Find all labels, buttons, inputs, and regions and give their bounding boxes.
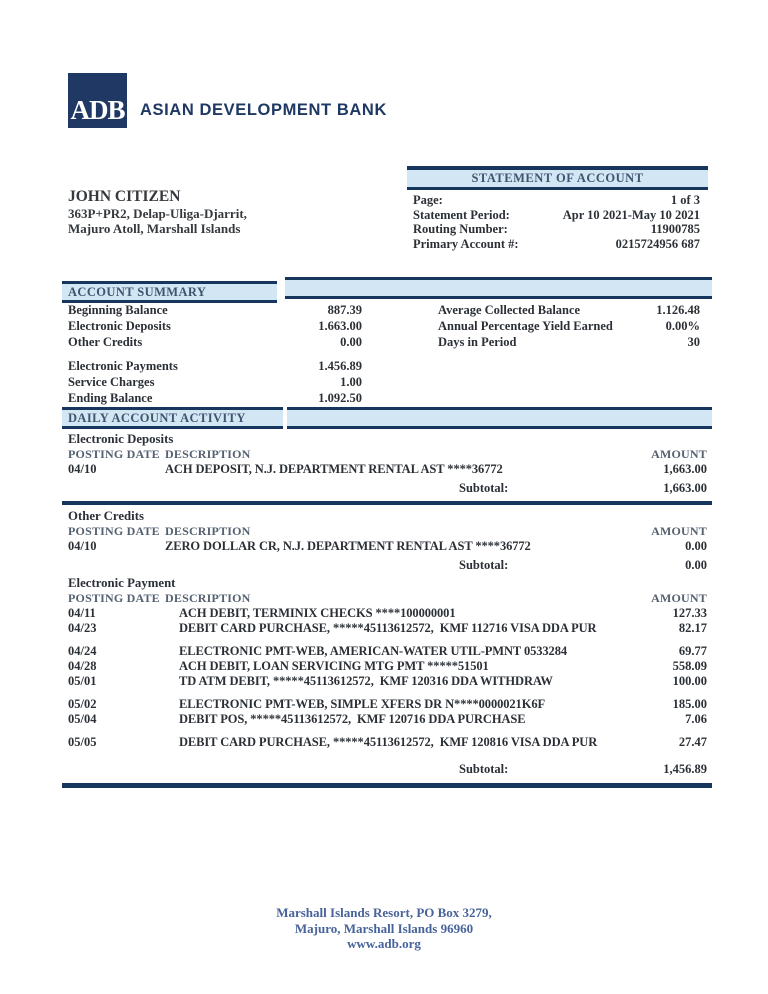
transaction-row [62,462,712,477]
summary-label: Ending Balance [68,391,153,405]
daily-activity-header-right-cell [287,407,712,429]
summary-row-apy-earned [438,319,700,335]
transaction-group-spacer [62,689,712,697]
statement-footer [0,905,768,952]
adb-logo-text: ADB [70,95,125,125]
footer-address-line1: Marshall Islands Resort, PO Box 3279, [276,905,492,920]
section-divider [62,501,712,505]
transaction-date: 05/01 [68,674,97,688]
section-title: Other Credits [68,509,144,523]
statement-box-header [407,166,708,190]
statement-row-label: Routing Number: [413,222,508,236]
footer-website: www.adb.org [347,936,421,951]
column-posting-date: POSTING DATE [68,447,160,461]
statement-row-label: Page: [413,193,443,207]
summary-row-beginning-balance [62,303,362,319]
transaction-description: ELECTRONIC PMT-WEB, AMERICAN-WATER UTIL-PMNT 0533284 [179,644,568,658]
subtotal-row [62,554,712,576]
transaction-group-spacer [62,727,712,735]
section-title: Electronic Payment [68,576,176,590]
transaction-row [62,735,712,750]
transaction-date: 04/10 [68,539,97,553]
summary-row-ending-balance [62,391,362,407]
statement-row-routing [407,222,708,237]
summary-label: Annual Percentage Yield Earned [438,319,613,333]
column-amount: AMOUNT [651,524,707,538]
column-posting-date: POSTING DATE [68,591,160,605]
transaction-description: DEBIT CARD PURCHASE, *****45113612572, KMF 120816 VISA DDA PUR [179,735,598,749]
summary-row-electronic-payments [62,359,362,375]
statement-row-value: 11900785 [650,222,700,236]
transaction-description: TD ATM DEBIT, *****45113612572, KMF 120316 DDA WITHDRAW [179,674,553,688]
activity-section-electronic-payment [62,576,712,788]
summary-label: Other Credits [68,335,143,349]
column-description: DESCRIPTION [165,591,251,605]
transaction-amount: 0.00 [685,539,707,553]
footer-address-line2: Majuro, Marshall Islands 96960 [294,920,474,936]
column-description: DESCRIPTION [165,524,251,538]
summary-value: 0.00% [665,319,700,333]
transaction-row [62,712,712,727]
summary-value: 1.00 [340,375,362,389]
account-summary-title: ACCOUNT SUMMARY [68,284,207,299]
summary-value: 0.00 [340,335,362,349]
transaction-row [62,539,712,554]
account-summary-header-left-cell [62,281,277,303]
transaction-date: 04/24 [68,644,97,658]
summary-value: 1.126.48 [656,303,700,317]
bank-wordmark: ASIAN DEVELOPMENT BANK [140,101,387,119]
summary-label: Service Charges [68,375,155,389]
statement-row-period [407,208,708,223]
activity-section-electronic-deposits [62,432,712,505]
summary-label: Electronic Payments [68,359,178,373]
summary-value: 1.456.89 [318,359,362,373]
transaction-row [62,621,712,636]
transaction-description: ZERO DOLLAR CR, N.J. DEPARTMENT RENTAL AST ****36772 [165,539,531,553]
statement-info-box [407,166,708,251]
column-amount: AMOUNT [651,447,707,461]
statement-box-title: STATEMENT OF ACCOUNT [471,171,644,185]
section-title: Electronic Deposits [68,432,174,446]
summary-label: Average Collected Balance [438,303,581,317]
summary-value: 1.092.50 [318,391,362,405]
account-holder-block [68,187,247,236]
transaction-date: 04/10 [68,462,97,476]
subtotal-label: Subtotal: [459,558,509,572]
subtotal-value: 1,663.00 [663,481,707,495]
summary-row-other-credits [62,335,362,351]
transaction-date: 04/23 [68,621,97,635]
summary-label: Electronic Deposits [68,319,171,333]
transaction-amount: 127.33 [672,606,707,620]
summary-label: Days in Period [438,335,517,349]
transaction-description: ACH DEBIT, LOAN SERVICING MTG PMT *****51501 [179,659,489,673]
summary-value: 887.39 [327,303,362,317]
statement-box-rows [407,190,708,251]
transaction-date: 05/05 [68,735,97,749]
transaction-amount: 27.47 [678,735,707,749]
account-holder-address-line1: 363P+PR2, Delap-Uliga-Djarrit, [68,206,247,221]
summary-value: 1.663.00 [318,319,362,333]
transaction-amount: 69.77 [678,644,707,658]
subtotal-row [62,758,712,780]
transaction-description: ELECTRONIC PMT-WEB, SIMPLE XFERS DR N****0000021K6F [179,697,546,711]
statement-row-label: Statement Period: [413,207,510,222]
daily-activity-body [62,432,712,792]
statement-row-label: Primary Account #: [413,236,519,251]
transaction-row [62,697,712,712]
transaction-amount: 1,663.00 [663,462,707,476]
account-holder-name: JOHN CITIZEN [68,188,181,205]
transaction-date: 04/28 [68,659,97,673]
transaction-date: 04/11 [68,606,96,620]
summary-value: 30 [687,335,700,349]
statement-row-account [407,237,708,252]
transaction-row [62,606,712,621]
summary-label: Beginning Balance [68,303,168,317]
transaction-amount: 558.09 [672,659,707,673]
summary-spacer [62,351,362,359]
statement-row-value: 1 of 3 [670,193,700,207]
summary-right-column [438,303,700,351]
activity-section-other-credits [62,509,712,576]
statement-row-page [407,193,708,208]
transaction-amount: 185.00 [672,697,707,711]
column-amount: AMOUNT [651,591,707,605]
summary-row-average-collected-balance [438,303,700,319]
column-header-row [62,591,712,606]
subtotal-row [62,477,712,499]
transaction-amount: 7.06 [685,712,707,726]
statement-row-value: Apr 10 2021-May 10 2021 [562,207,700,222]
column-header-row [62,524,712,539]
summary-row-service-charges [62,375,362,391]
daily-activity-title: DAILY ACCOUNT ACTIVITY [68,410,246,425]
transaction-date: 05/02 [68,697,97,711]
account-summary-header-right-cell [285,277,712,299]
transaction-row [62,674,712,689]
transaction-amount: 82.17 [678,621,707,635]
transaction-description: DEBIT CARD PURCHASE, *****45113612572, KMF 112716 VISA DDA PUR [179,621,597,635]
summary-left-column [62,303,362,407]
subtotal-value: 1,456.89 [663,762,707,776]
transaction-description: DEBIT POS, *****45113612572, KMF 120716 DDA PURCHASE [179,712,526,726]
transaction-row [62,659,712,674]
account-holder-address-line2: Majuro Atoll, Marshall Islands [68,221,241,236]
transaction-amount: 100.00 [672,674,707,688]
transaction-description: ACH DEPOSIT, N.J. DEPARTMENT RENTAL AST ****36772 [165,462,503,476]
subtotal-value: 0.00 [685,558,707,572]
daily-activity-header-left-cell [62,407,283,429]
summary-row-electronic-deposits [62,319,362,335]
column-header-row [62,447,712,462]
summary-row-days-in-period [438,335,700,351]
transaction-description: ACH DEBIT, TERMINIX CHECKS ****100000001 [179,606,456,620]
adb-logo [68,73,127,128]
section-divider [62,783,712,788]
column-posting-date: POSTING DATE [68,524,160,538]
subtotal-label: Subtotal: [459,481,509,495]
transaction-row [62,644,712,659]
column-description: DESCRIPTION [165,447,251,461]
statement-row-value: 0215724956 687 [615,236,700,251]
transaction-date: 05/04 [68,712,97,726]
subtotal-label: Subtotal: [459,762,509,776]
transaction-group-spacer [62,636,712,644]
